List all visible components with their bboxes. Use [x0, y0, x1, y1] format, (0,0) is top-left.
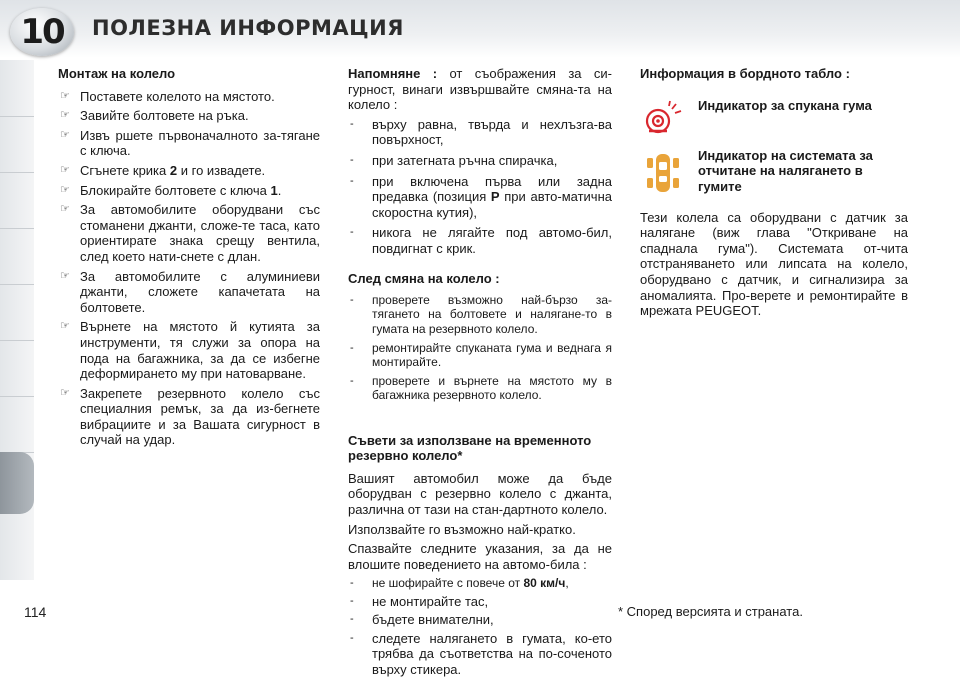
- side-tab-divider: [0, 116, 34, 117]
- footnote: * Според версията и страната.: [618, 604, 803, 619]
- list-item: - при затегната ръчна спирачка,: [350, 152, 558, 168]
- list-item: ☞ Сгънете крика 2 и го извадете.: [60, 162, 266, 178]
- reminder-paragraph: Напомняне : от съображения за си-гурност, винаги извършвайте смяна-та на колело :: [348, 66, 612, 113]
- hand-pointer-icon: ☞: [60, 183, 70, 196]
- list-item: ☞ За автомобилите с алуминиеви джанти, сложете капачетата на болтовете.: [60, 268, 320, 315]
- tips-paragraph: Спазвайте следните указания, за да не влошите поведението на автомо-била :: [348, 541, 612, 572]
- section-heading-temporary-spare: Съвети за използване на временното резервно колело*: [348, 432, 592, 464]
- list-item: - ремонтирайте спуканата гума и веднага я монтирайте.: [350, 340, 612, 369]
- list-item: - не шофирайте с повече от 80 км/ч,: [350, 576, 569, 591]
- dash-marker: -: [350, 117, 354, 130]
- section-heading-dashboard: Информация в бордното табло :: [640, 66, 850, 81]
- hand-pointer-icon: ☞: [60, 163, 70, 176]
- list-item: ☞ Блокирайте болтовете с ключа 1.: [60, 182, 282, 198]
- dash-marker: -: [350, 153, 354, 166]
- section-heading-after-change: След смяна на колело :: [348, 270, 500, 286]
- dash-marker: -: [350, 594, 354, 607]
- indicator-tyre-pressure-label: Индикатор на системата за отчитане на налягането в гумите: [698, 147, 873, 194]
- page-number: 114: [24, 604, 47, 620]
- list-item: - върху равна, твърда и нехлъзга-ва повърхност,: [350, 116, 612, 148]
- side-tab-divider: [0, 284, 34, 285]
- dash-marker: -: [350, 226, 354, 239]
- indicator-tyre-pressure-system: [640, 148, 908, 200]
- side-tab-divider: [0, 396, 34, 397]
- side-tab-divider: [0, 172, 34, 173]
- hand-pointer-icon: ☞: [60, 386, 70, 399]
- indicator-flat-tyre-label: Индикатор за спукана гума: [698, 97, 872, 113]
- flat-tyre-warning-icon: [640, 98, 688, 140]
- dash-marker: -: [350, 613, 354, 626]
- dash-marker: -: [350, 577, 354, 590]
- mounting-steps: [58, 89, 320, 448]
- side-tab-active[interactable]: [0, 452, 34, 514]
- list-item: ☞ Върнете на мястото й кутията за инструменти, тя служи за опора на пода на багажника, за да се избегне деформирането му при натоварване.: [60, 319, 320, 382]
- tyre-pressure-system-icon: [640, 148, 688, 198]
- hand-pointer-icon: ☞: [60, 109, 70, 122]
- dash-marker: -: [350, 174, 354, 187]
- list-item: ☞ Закрепете резервното колело със специалния ремък, за да из-бегнете вибрациите и за Вашата сигурност в случай на удар.: [60, 385, 320, 448]
- hand-pointer-icon: ☞: [60, 89, 70, 102]
- list-item: ☞ Завийте болтовете на ръка.: [60, 108, 249, 124]
- page-title: ПОЛЕЗНА ИНФОРМАЦИЯ: [92, 16, 404, 40]
- list-item: - не монтирайте тас,: [350, 593, 489, 609]
- list-item: - при включена първа или задна предавка (позиция P при авто-матична скоростна кутия),: [350, 173, 612, 220]
- left-column: [58, 66, 320, 452]
- tips-paragraph: Вашият автомобил може да бъде оборудван с резервно колело с джанта, различна от тази на стан-дартното колело.: [348, 470, 612, 517]
- hand-pointer-icon: ☞: [60, 128, 70, 141]
- list-item: - никога не лягайте под автомо-бил, повдигнат с крик.: [350, 225, 612, 256]
- reminder-list: [348, 117, 612, 257]
- tips-list: [348, 576, 612, 677]
- hand-pointer-icon: ☞: [60, 203, 70, 216]
- list-item: - проверете възможно най-бързо за-тягането на болтовете и налягане-то в гумата на резервното колело.: [350, 293, 612, 336]
- list-item: - проверете и върнете на мястото му в багажника резервното колело.: [350, 374, 612, 403]
- sensor-paragraph: Тези колела са оборудвани с датчик за налягане (виж глава "Откриване на спадналa гума"). Системата от-чита отстраняването или липсата на колело, оборудвано с датчик, и сигнализира за аномалията. Про-верете и ремонтирайте в мрежата PEUGEOT.: [640, 209, 908, 319]
- list-item: ☞ За автомобилите оборудвани със стоманени джанти, сложе-те таса, като ориентирате знака срещу вентила, след което нати-снете с длан.: [60, 202, 320, 264]
- side-tab-divider: [0, 228, 34, 229]
- indicator-flat-tyre: [640, 98, 908, 138]
- dash-marker: -: [350, 294, 354, 307]
- chapter-number-badge: 10: [10, 8, 74, 56]
- side-tab-divider: [0, 340, 34, 341]
- list-item: ☞ Извъ ршете първоначалното за-тягане с ключа.: [60, 127, 320, 159]
- tips-paragraph: Използвайте го възможно най-кратко.: [348, 521, 576, 537]
- dash-marker: -: [350, 375, 354, 388]
- middle-column: [348, 66, 612, 682]
- list-item: - следете налягането в гумата, ко-ето трябва да съответства на по-соченото върху стикера.: [350, 630, 612, 677]
- hand-pointer-icon: ☞: [60, 320, 70, 333]
- section-heading-mounting: Монтаж на колело: [58, 66, 176, 81]
- dash-marker: -: [350, 341, 354, 354]
- dash-marker: -: [350, 631, 354, 644]
- list-item: ☞ Поставете колелото на мястото.: [60, 88, 275, 104]
- right-column: [640, 66, 908, 323]
- list-item: - бъдете внимателни,: [350, 612, 494, 628]
- hand-pointer-icon: ☞: [60, 269, 70, 282]
- after-change-list: [348, 293, 612, 402]
